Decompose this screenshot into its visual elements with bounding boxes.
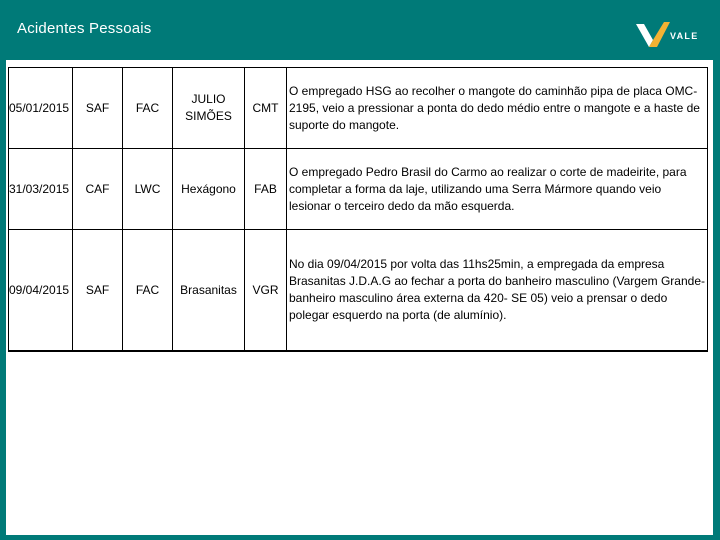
incident-date: 05/01/2015 (9, 68, 73, 149)
incident-description: O empregado Pedro Brasil do Carmo ao realizar o corte de madeirite, para completar a forma da laje, utilizando uma Serra Mármore quando veio lesionar o terceiro dedo da mão esquerda. (287, 149, 708, 230)
incident-location: Brasanitas (173, 230, 245, 352)
incident-code: VGR (245, 230, 287, 352)
incident-description: No dia 09/04/2015 por volta das 11hs25min, a empregada da empresa Brasanitas J.D.A.G ao fechar a porta do banheiro masculino (Vargem Grande-banheiro masculino área externa da 420- SE 05) veio a prensar o dedo polegar esquerdo na porta (de alumínio). (287, 230, 708, 352)
incident-code: FAB (245, 149, 287, 230)
table-row (9, 149, 708, 230)
incident-date: 09/04/2015 (9, 230, 73, 352)
page-title: Acidentes Pessoais (17, 20, 152, 37)
table-row (9, 230, 708, 352)
incident-location: Hexágono (173, 149, 245, 230)
vale-logo-text: VALE (670, 31, 699, 41)
incident-unit: SAF (73, 230, 123, 352)
table-row (9, 68, 708, 149)
incident-unit: SAF (73, 68, 123, 149)
incident-code: CMT (245, 68, 287, 149)
incident-location: JULIO SIMÕES (173, 68, 245, 149)
incident-description: O empregado HSG ao recolher o mangote do caminhão pipa de placa OMC-2195, veio a pressionar a ponta do dedo médio entre o mangote e a haste de suporte do mangote. (287, 68, 708, 149)
incident-area: FAC (123, 68, 173, 149)
incident-area: FAC (123, 230, 173, 352)
incidents-table (8, 67, 708, 352)
incident-area: LWC (123, 149, 173, 230)
incident-date: 31/03/2015 (9, 149, 73, 230)
incident-unit: CAF (73, 149, 123, 230)
